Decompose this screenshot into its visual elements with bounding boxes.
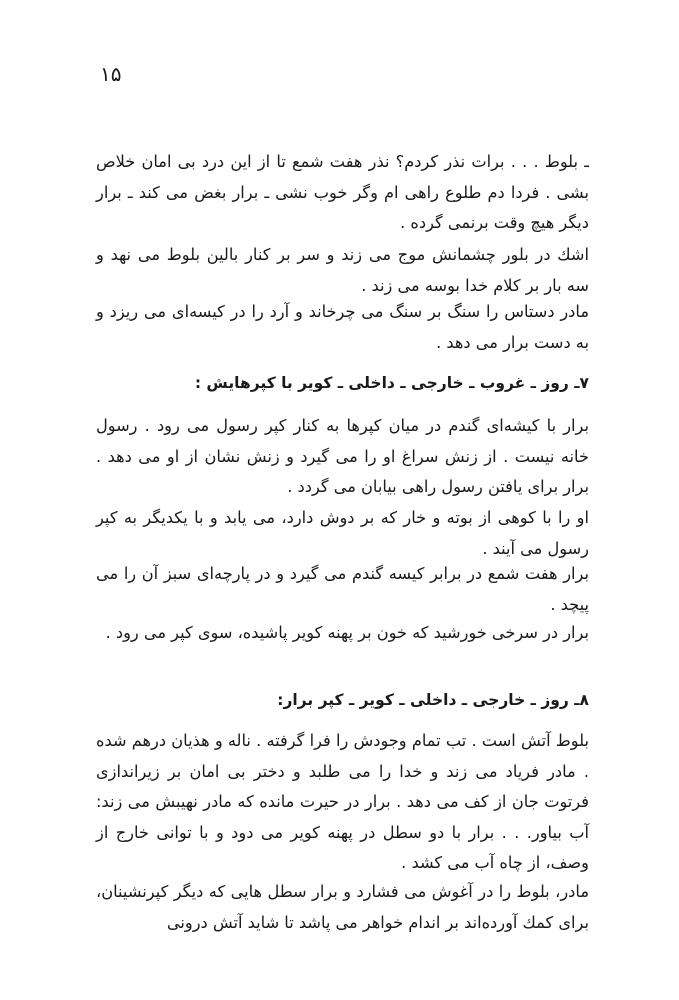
paragraph-6 (96, 559, 589, 620)
scene-heading-text: ۸ـ روز ـ خارجی ـ داخلی ـ کویر ـ کپر برار: (277, 691, 589, 709)
paragraph-text: مادر دستاس را سنگ بر سنگ می چرخاند و آرد را در کیسه‌ای می ریزد و به دست برار می دهد . (96, 302, 589, 352)
page-number: ۱۵ (100, 62, 122, 86)
paragraph-8 (96, 726, 589, 879)
paragraph-text: بلوط آتش است . تب تمام وجودش را فرا گرفته . ناله و هذیان درهم شده . مادر فریاد می زند و خدا را می طلبد و دختر بی امان بر زیراندازی فرتوت جان از کف می دهد . برار در حیرت مانده که مادر نهیبش می زند: آب بیاور. . . برار با دو سطل در پهنه کویر می دود و با توانی خارج از وصف، از چاه آب می کشد . (96, 731, 589, 872)
paragraph-4 (96, 411, 589, 503)
paragraph-5 (96, 503, 589, 564)
paragraph-text: اشك در بلور چشمانش موج می زند و سر بر کنار بالین بلوط می نهد و سه بار بر کلام خدا بوسه می زند . (96, 245, 589, 295)
paragraph-3 (96, 297, 589, 358)
paragraph-text: او را با کوهی از بوته و خار که بر دوش دارد، می یابد و با یکدیگر به کپر رسول می آیند . (96, 508, 589, 558)
paragraph-1 (96, 147, 589, 239)
paragraph-text: برار در سرخی خورشید که خون بر پهنه کویر پاشیده، سوی کپر می رود . (105, 623, 589, 642)
paragraph-text: برار با کیشه‌ای گندم در میان کپرها به کنار کپر رسول می رود . رسول خانه نیست . از زنش سراغ او را می گیرد و زنش نشان از او می دهد . برار برای یافتن رسول راهی بیابان می گردد . (96, 416, 589, 496)
paragraph-text: مادر، بلوط را در آغوش می فشارد و برار سطل هایی که دیگر کپرنشینان، برای کمك آورده‌اند بر اندام خواهر می پاشد تا شاید آتش درونی (96, 882, 589, 932)
scene-heading-8 (96, 685, 589, 716)
paragraph-9 (96, 877, 589, 938)
paragraph-7 (96, 618, 589, 649)
scene-heading-text: ۷ـ روز ـ غروب ـ خارجی ـ داخلی ـ کویر با کپرهایش : (194, 374, 589, 392)
paragraph-2 (96, 240, 589, 301)
paragraph-text: ـ بلوط . . . برات نذر کردم؟ نذر هفت شمع تا از این درد بی امان خلاص بشی . فردا دم طلوع راهی ام وگر خوب نشی ـ برار بغض می کند ـ برار دیگر هیچ وقت برنمی گرده . (96, 152, 589, 232)
paragraph-text: برار هفت شمع در برابر کیسه گندم می گیرد و در پارچه‌ای سبز آن را می پیچد . (96, 564, 589, 614)
scene-heading-7 (96, 368, 589, 399)
